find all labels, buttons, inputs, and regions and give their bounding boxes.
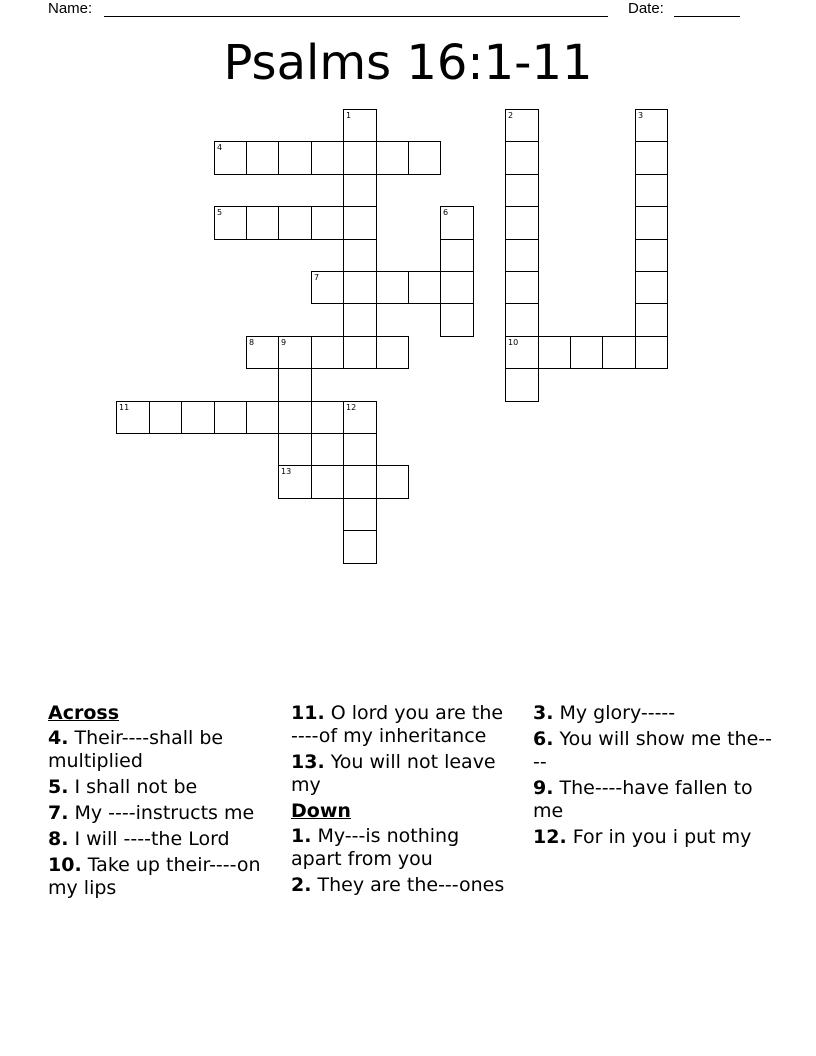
clue-item [533,702,773,725]
grid-cell[interactable] [408,141,441,175]
clue-item-number: 1. [291,825,312,847]
clue-number: 9 [281,338,287,347]
grid-cell[interactable] [635,141,668,175]
grid-cell[interactable] [440,303,474,337]
clue-item-text: They are the---ones [317,874,505,896]
grid-cell[interactable] [570,336,603,369]
grid-cell[interactable] [343,530,377,564]
clue-item-text: For in you i put my [572,826,752,848]
grid-cell[interactable] [635,109,668,142]
grid-cell[interactable] [278,336,312,369]
clue-number: 13 [281,467,292,476]
grid-cell[interactable] [116,401,150,434]
grid-cell[interactable] [408,271,441,304]
clue-item-text: The----have fallen to me [533,777,753,822]
clue-item [48,802,268,825]
clue-number: 8 [249,338,255,347]
grid-cell[interactable] [343,141,377,175]
clue-number: 2 [508,111,514,120]
clue-item-number: 8. [48,828,69,850]
clue-item-number: 7. [48,802,69,824]
grid-cell[interactable] [181,401,215,434]
clue-item [533,728,773,774]
clue-item-text: My ----instructs me [74,802,255,824]
clue-column-1 [48,702,268,903]
grid-cell[interactable] [505,368,539,402]
clue-number: 4 [217,143,223,152]
grid-cell[interactable] [602,336,636,369]
clue-item-text: I shall not be [74,776,198,798]
clue-item-number: 3. [533,702,554,724]
grid-cell[interactable] [278,368,312,402]
grid-cell[interactable] [343,465,377,499]
date-label: Date: [628,0,664,17]
grid-cell[interactable] [538,336,571,369]
grid-cell[interactable] [505,271,539,304]
grid-cell[interactable] [505,303,539,337]
grid-cell[interactable] [343,303,377,337]
clue-number: 10 [508,338,519,347]
clue-item-number: 2. [291,874,312,896]
down-heading: Down [291,800,351,822]
clue-item [48,854,268,900]
grid-cell[interactable] [343,109,377,142]
grid-cell[interactable] [343,206,377,240]
name-label: Name: [48,0,93,17]
grid-cell[interactable] [246,206,279,240]
clue-item-text: O lord you are the ----of my inheritance [291,702,504,747]
clue-number: 11 [119,403,130,412]
grid-cell[interactable] [505,141,539,175]
clue-item [291,874,511,897]
clue-number: 3 [638,111,644,120]
grid-cell[interactable] [440,271,474,304]
grid-cell[interactable] [311,271,344,304]
clue-item-number: 12. [533,826,567,848]
clue-item-text: I will ----the Lord [74,828,230,850]
clue-item-text: You will show me the---- [533,728,772,773]
clue-item-text: My---is nothing apart from you [291,825,460,870]
clue-item-text: Take up their----on my lips [48,854,261,899]
grid-cell[interactable] [149,401,182,434]
grid-cell[interactable] [343,433,377,466]
clue-item [48,727,268,773]
grid-cell[interactable] [343,498,377,531]
grid-cell[interactable] [311,141,344,175]
clue-item-number: 9. [533,777,554,799]
grid-cell[interactable] [246,336,279,369]
grid-cell[interactable] [278,433,312,466]
clue-number: 5 [217,208,223,217]
grid-cell[interactable] [376,141,409,175]
grid-cell[interactable] [505,109,539,142]
grid-cell[interactable] [278,206,312,240]
grid-cell[interactable] [343,239,377,272]
clue-item [48,776,268,799]
clue-item-number: 13. [291,751,325,773]
clue-number: 6 [443,208,449,217]
grid-cell[interactable] [278,401,312,434]
clue-item-text: My glory----- [559,702,676,724]
grid-cell[interactable] [311,465,344,499]
clue-item-number: 6. [533,728,554,750]
clue-item [291,825,511,871]
clue-item-text: Their----shall be multiplied [48,727,224,772]
clue-item-number: 10. [48,854,82,876]
grid-cell[interactable] [376,336,409,369]
grid-cell[interactable] [214,206,247,240]
clue-item-number: 5. [48,776,69,798]
grid-cell[interactable] [505,336,539,369]
clue-item-number: 4. [48,727,69,749]
grid-cell[interactable] [505,174,539,207]
grid-cell[interactable] [343,271,377,304]
across-heading: Across [48,702,120,724]
clue-number: 7 [314,273,320,282]
grid-cell[interactable] [440,206,474,240]
grid-cell[interactable] [635,206,668,240]
grid-cell[interactable] [635,336,668,369]
grid-cell[interactable] [343,174,377,207]
clue-column-3 [533,702,773,852]
grid-cell[interactable] [343,336,377,369]
grid-cell[interactable] [311,401,344,434]
grid-cell[interactable] [635,174,668,207]
grid-cell[interactable] [246,141,279,175]
grid-cell[interactable] [278,465,312,499]
grid-cell[interactable] [635,303,668,337]
grid-cell[interactable] [278,141,312,175]
grid-cell[interactable] [246,401,279,434]
grid-cell[interactable] [343,401,377,434]
grid-cell[interactable] [214,401,247,434]
clue-item [533,826,773,849]
clue-item [533,777,773,823]
clue-item [48,828,268,851]
grid-cell[interactable] [214,141,247,175]
clue-item-text: You will not leave my [291,751,496,796]
grid-cell[interactable] [440,239,474,272]
clue-number: 12 [346,403,357,412]
grid-cell[interactable] [311,336,344,369]
clue-item [291,751,511,797]
grid-cell[interactable] [311,206,344,240]
clue-column-2 [291,702,511,900]
grid-cell[interactable] [376,465,409,499]
grid-cell[interactable] [635,239,668,272]
grid-cell[interactable] [376,271,409,304]
page-title: Psalms 16:1-11 [223,35,593,91]
grid-cell[interactable] [505,206,539,240]
clue-item [291,702,511,748]
clue-number: 1 [346,111,352,120]
grid-cell[interactable] [505,239,539,272]
clue-item-number: 11. [291,702,325,724]
grid-cell[interactable] [635,271,668,304]
